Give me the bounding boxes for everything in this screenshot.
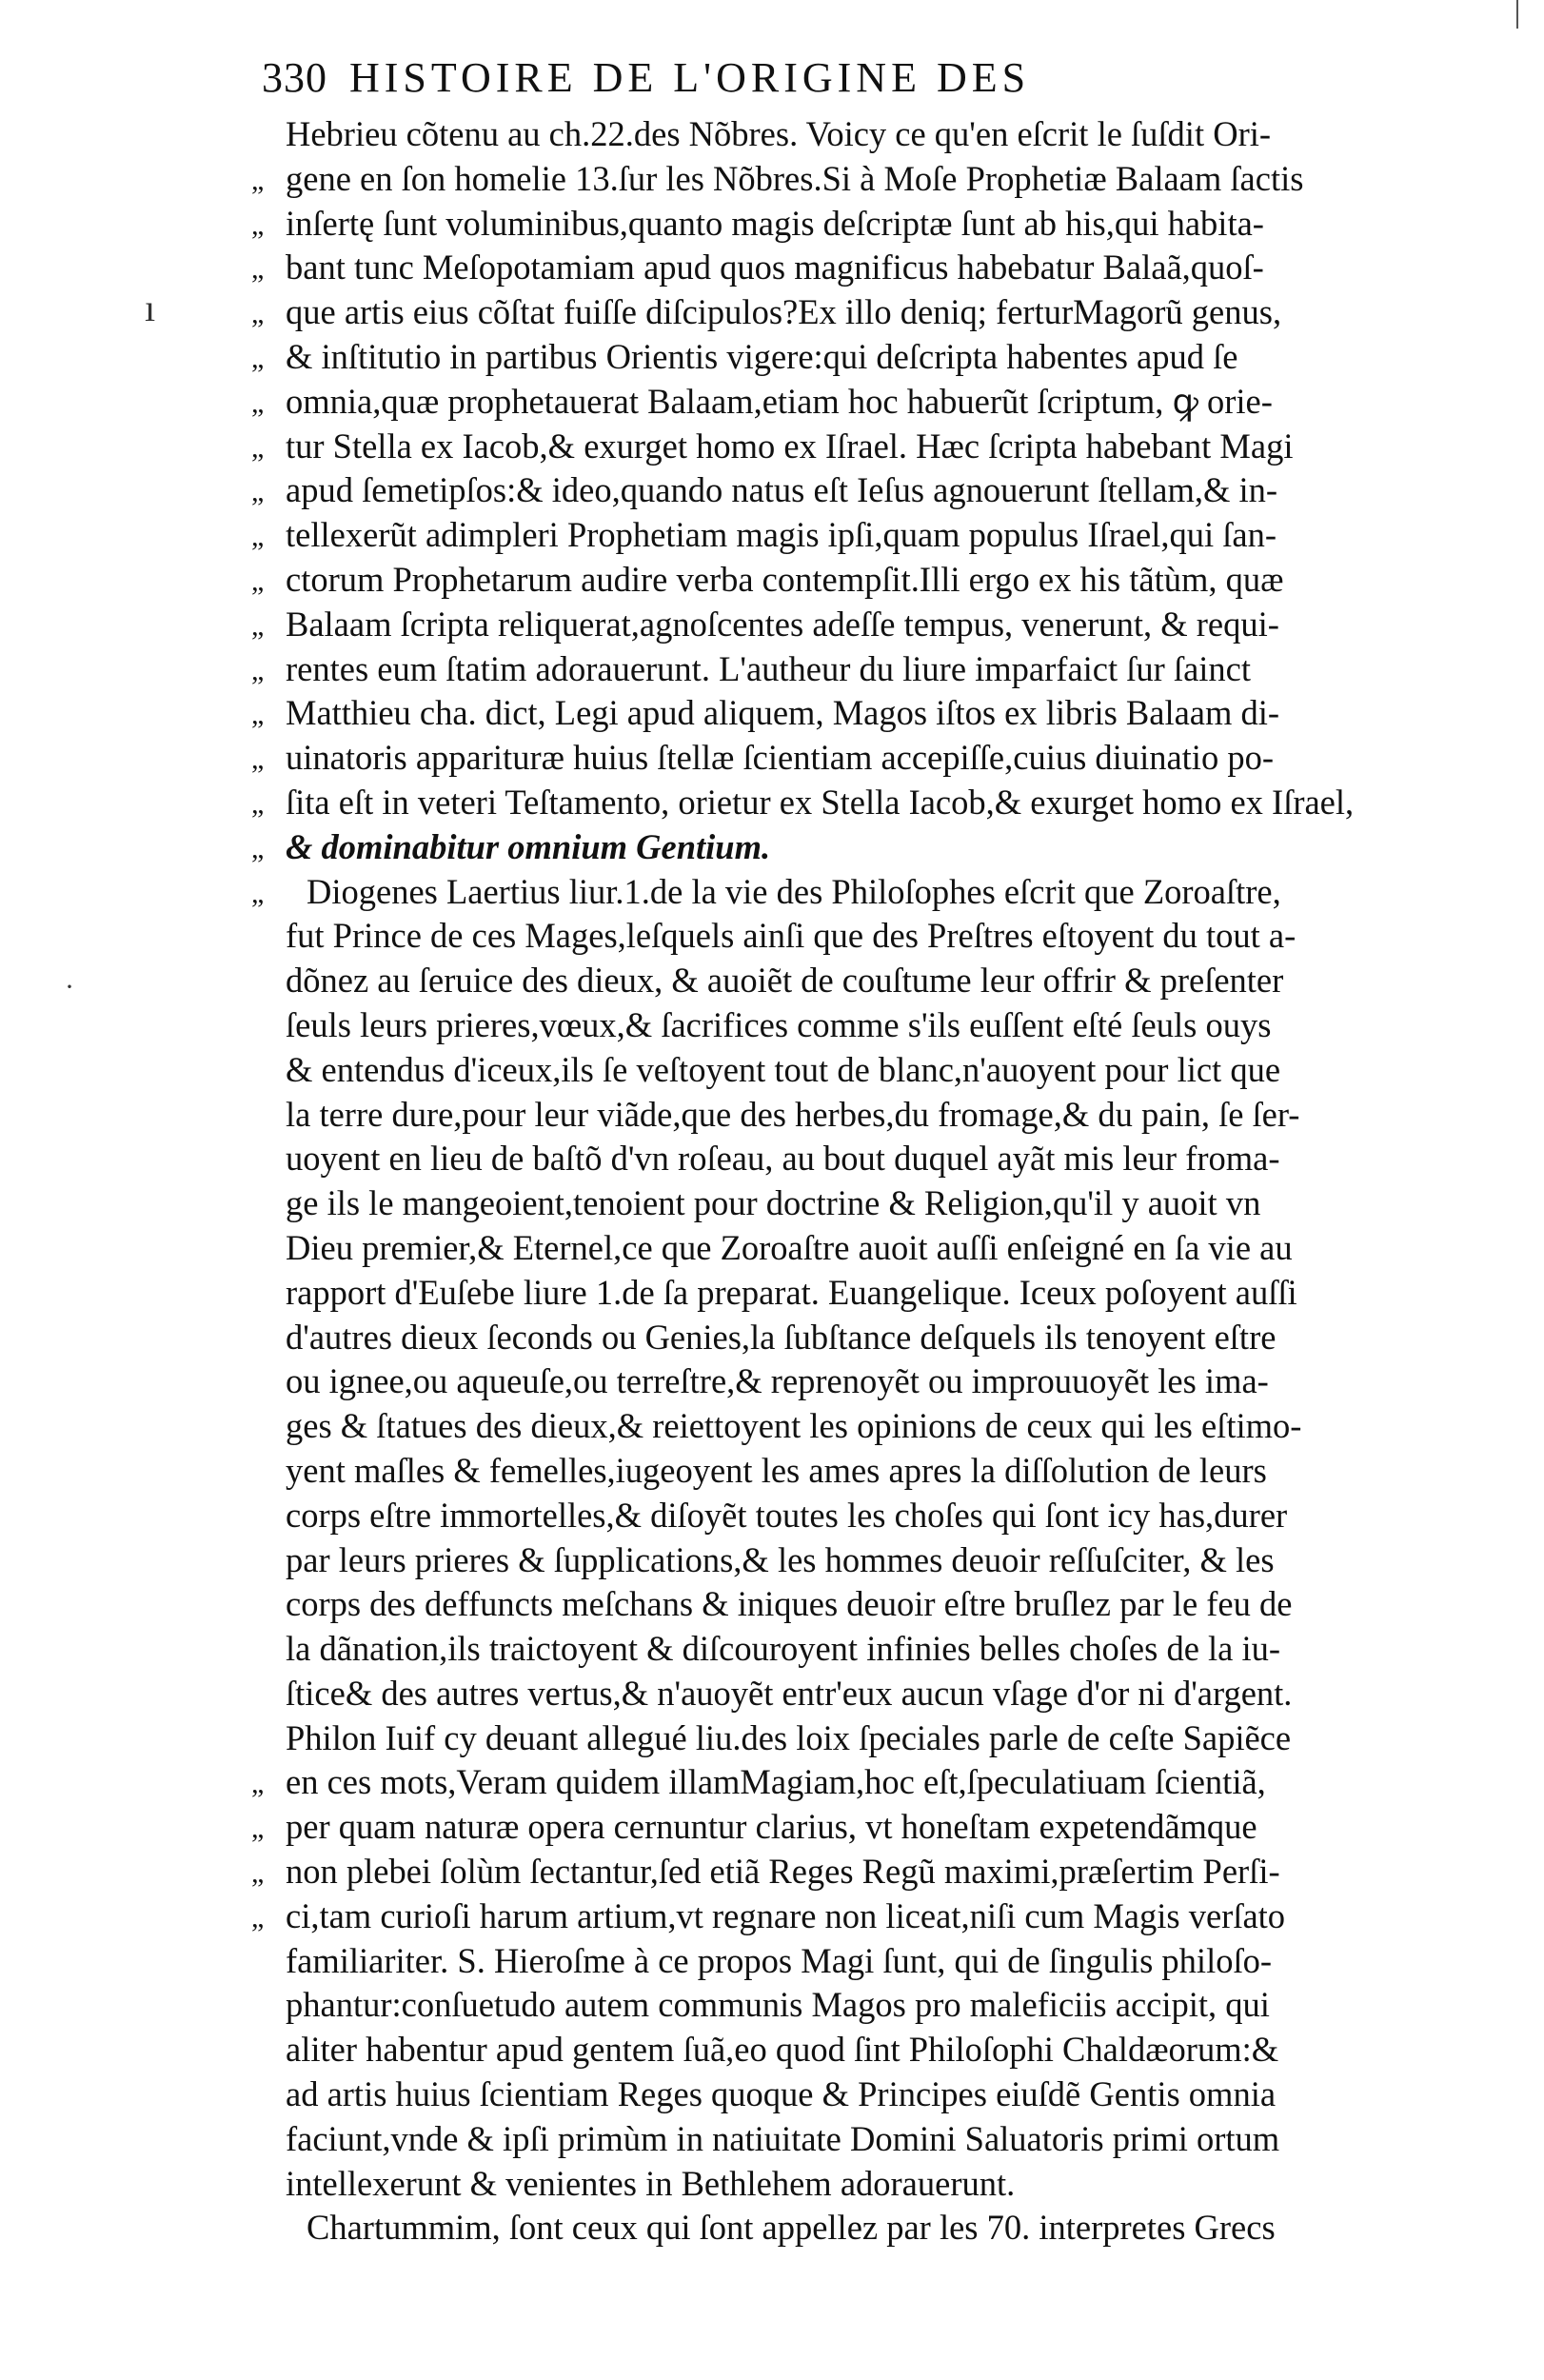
line-text: gene en ſon homelie 13.ſur les Nõbres.Si à Moſe Prophetiæ Balaam ſactis xyxy=(286,158,1304,198)
line-text: tellexerũt adimpleri Prophetiam magis ipſi,quam populus Iſrael,qui ſan- xyxy=(286,515,1277,555)
line-text: phantur:conſuetudo autem communis Magos pro maleficiis accipit, qui xyxy=(286,1985,1270,2025)
text-line xyxy=(0,1805,1544,1850)
line-text: rentes eum ſtatim adorauerunt. L'autheur du liure imparfaict ſur ſainct xyxy=(286,648,1251,688)
text-line xyxy=(0,1983,1544,2028)
line-text: Balaam ſcripta reliquerat,agnoſcentes adeſſe tempus, venerunt, & requi- xyxy=(286,604,1279,644)
line-text: par leurs prieres & ſupplications,& les hommes deuoir reſſuſciter, & les xyxy=(286,1539,1275,1579)
text-line xyxy=(0,246,1544,290)
line-text: per quam naturæ opera cernuntur clarius, vt honeſtam expetendãmque xyxy=(286,1807,1257,1847)
text-line xyxy=(0,736,1544,781)
margin-dot-mark: · xyxy=(65,971,74,1002)
line-text: corps des deffuncts meſchans & iniques deuoir eſtre bruſlez par le feu de xyxy=(286,1584,1293,1624)
text-line xyxy=(0,1271,1544,1316)
text-line xyxy=(0,335,1544,380)
line-text: Philon Iuif cy deuant allegué liu.des loix ſpeciales parle de ceſte Sapiẽce xyxy=(286,1717,1292,1757)
quote-mark: „ xyxy=(251,565,265,597)
line-text: omnia,quæ prophetauerat Balaam,etiam hoc habuerũt ſcriptum, ꝙ orie- xyxy=(286,381,1273,421)
text-line xyxy=(0,1003,1544,1048)
quote-mark: „ xyxy=(251,208,265,241)
line-text: ci,tam curioſi harum artium,vt regnare non liceat,niſi cum Magis verſato xyxy=(286,1895,1286,1935)
text-line xyxy=(0,959,1544,1003)
line-text: Diogenes Laertius liur.1.de la vie des Philoſophes eſcrit que Zoroaſtre, xyxy=(307,871,1281,911)
line-text: ge ils le mangeoient,tenoient pour doctrine & Religion,qu'il y auoit vn xyxy=(286,1183,1261,1223)
line-text: & inſtitutio in partibus Orientis vigere:qui deſcripta habentes apud ſe xyxy=(286,336,1238,376)
text-line xyxy=(0,1494,1544,1538)
line-text: & entendus d'iceux,ils ſe veſtoyent tout de blanc,n'auoyent pour lict que xyxy=(286,1049,1281,1089)
page-number: 330 xyxy=(262,54,327,101)
line-text: ſtice& des autres vertus,& n'auoyẽt entr'eux aucun vſage d'or ni d'argent. xyxy=(286,1673,1293,1713)
quote-mark: „ xyxy=(251,654,265,686)
text-line xyxy=(0,1316,1544,1360)
quote-mark: „ xyxy=(251,298,265,330)
text-line xyxy=(0,202,1544,247)
line-text: aliter habentur apud gentem ſuã,eo quod ſint Philoſophi Chaldæorum:& xyxy=(286,2030,1279,2070)
quote-mark: „ xyxy=(251,877,265,909)
line-text: Dieu premier,& Eternel,ce que Zoroaſtre auoit auſſi enſeigné en ſa vie au xyxy=(286,1227,1293,1267)
text-line xyxy=(0,1850,1544,1894)
line-text: tur Stella ex Iacob,& exurget homo ex Iſrael. Hæc ſcripta habebant Magi xyxy=(286,426,1294,466)
text-line xyxy=(0,914,1544,959)
quote-mark: „ xyxy=(251,387,265,419)
line-text: ou ignee,ou aqueuſe,ou terreſtre,& reprenoyẽt ou improuuoyẽt les ima- xyxy=(286,1361,1269,1401)
line-text: uoyent en lieu de baſtõ d'vn roſeau, au bout duquel ayãt mis leur froma- xyxy=(286,1139,1280,1179)
text-line xyxy=(0,558,1544,603)
line-text: & dominabitur omnium Gentium. xyxy=(286,826,771,866)
line-text: intellexerunt & venientes in Bethlehem adorauerunt. xyxy=(286,2163,1016,2203)
text-line xyxy=(0,2028,1544,2073)
quote-mark: „ xyxy=(251,521,265,553)
text-line xyxy=(0,1093,1544,1138)
text-line xyxy=(0,1048,1544,1093)
text-line xyxy=(0,1716,1544,1761)
quote-mark: „ xyxy=(251,1857,265,1890)
quote-mark: „ xyxy=(251,431,265,464)
text-line xyxy=(0,691,1544,736)
text-line xyxy=(0,2117,1544,2162)
quote-mark: „ xyxy=(251,1813,265,1845)
quote-mark: „ xyxy=(251,609,265,642)
line-text: yent maſles & femelles,iugeoyent les ames apres la diſſolution de leurs xyxy=(286,1450,1267,1490)
text-line xyxy=(0,1672,1544,1716)
text-line xyxy=(0,1137,1544,1181)
line-text: uinatoris apparituræ huius ſtellæ ſcientiam accepiſſe,cuius diuinatio po- xyxy=(286,738,1274,778)
text-line xyxy=(0,2073,1544,2117)
quote-mark: „ xyxy=(251,832,265,864)
line-text: en ces mots,Veram quidem illamMagiam,hoc eſt,ſpeculatiuam ſcientiã, xyxy=(286,1762,1266,1802)
text-line xyxy=(0,112,1544,157)
quote-mark: „ xyxy=(251,342,265,374)
line-text: apud ſemetipſos:& ideo,quando natus eſt Ieſus agnouerunt ſtellam,& in- xyxy=(286,470,1278,510)
line-text: Hebrieu cõtenu au ch.22.des Nõbres. Voicy ce qu'en eſcrit le ſuſdit Ori- xyxy=(286,114,1272,153)
line-text: la dãnation,ils traictoyent & diſcouroyent infinies belles choſes de la iu- xyxy=(286,1629,1281,1669)
quote-mark: „ xyxy=(251,787,265,820)
quote-mark: „ xyxy=(251,1901,265,1934)
text-line xyxy=(0,1449,1544,1494)
text-line xyxy=(0,2162,1544,2207)
text-line xyxy=(0,781,1544,825)
line-text: ctorum Prophetarum audire verba contempſit.Illi ergo ex his tãtùm, quæ xyxy=(286,559,1284,599)
margin-rule xyxy=(1516,0,1518,29)
text-line xyxy=(0,1582,1544,1627)
line-text: familiariter. S. Hieroſme à ce propos Magi ſunt, qui de ſingulis philoſo- xyxy=(286,1940,1273,1980)
text-line xyxy=(0,468,1544,513)
text-line xyxy=(0,647,1544,692)
line-text: bant tunc Meſopotamiam apud quos magnificus habebatur Balaã,quoſ- xyxy=(286,248,1264,288)
text-line xyxy=(0,1760,1544,1805)
running-title: HISTOIRE DE L'ORIGINE DES xyxy=(349,54,1031,101)
text-line xyxy=(0,513,1544,558)
line-text: non plebei ſolùm ſectantur,ſed etiã Reges Regũ maximi,præſertim Perſi- xyxy=(286,1852,1280,1892)
line-text: que artis eius cõſtat fuiſſe diſcipulos?Ex illo deniq; ferturMagorũ genus, xyxy=(286,292,1282,332)
text-line xyxy=(0,290,1544,335)
text-line xyxy=(0,1939,1544,1984)
quote-mark: „ xyxy=(251,744,265,776)
text-line xyxy=(0,1181,1544,1226)
quote-mark: „ xyxy=(251,476,265,508)
text-line xyxy=(0,1627,1544,1672)
quote-mark: „ xyxy=(251,1768,265,1800)
line-text: ſita eſt in veteri Teſtamento, orietur ex Stella Iacob,& exurget homo ex Iſrael, xyxy=(286,782,1355,822)
line-text: Chartummim, ſont ceux qui ſont appellez par les 70. interpretes Grecs xyxy=(307,2208,1276,2248)
text-line xyxy=(0,380,1544,425)
line-text: Matthieu cha. dict, Legi apud aliquem, Magos iſtos ex libris Balaam di- xyxy=(286,693,1280,733)
line-text: ad artis huius ſcientiam Reges quoque & Principes eiuſdẽ Gentis omnia xyxy=(286,2074,1277,2114)
line-text: d'autres dieux ſeconds ou Genies,la ſubſtance deſquels ils tenoyent eſtre xyxy=(286,1317,1277,1357)
quote-mark: „ xyxy=(251,164,265,196)
text-line xyxy=(0,1538,1544,1583)
text-line xyxy=(0,425,1544,469)
text-line xyxy=(0,1359,1544,1404)
line-text: inſertę ſunt voluminibus,quanto magis deſcriptæ ſunt ab his,qui habita- xyxy=(286,203,1264,243)
page-header xyxy=(262,50,1518,107)
line-text: faciunt,vnde & ipſi primùm in natiuitate Domini Saluatoris primi ortum xyxy=(286,2118,1280,2158)
text-line xyxy=(0,1226,1544,1271)
line-text: dõnez au ſeruice des dieux, & auoiẽt de couſtume leur offrir & preſenter xyxy=(286,961,1284,1001)
body-text xyxy=(0,112,1544,2251)
text-line xyxy=(0,157,1544,202)
text-line xyxy=(0,603,1544,647)
quote-mark: „ xyxy=(251,253,265,286)
line-text: rapport d'Euſebe liure 1.de ſa preparat. Euangelique. Iceux poſoyent auſſi xyxy=(286,1272,1297,1312)
text-line xyxy=(0,825,1544,870)
text-line xyxy=(0,1404,1544,1449)
line-text: la terre dure,pour leur viãde,que des herbes,du fromage,& du pain, ſe ſer- xyxy=(286,1094,1300,1134)
text-line xyxy=(0,870,1544,915)
margin-stroke-mark: ı xyxy=(145,287,156,329)
text-line xyxy=(0,2206,1544,2251)
line-text: ges & ſtatues des dieux,& reiettoyent les opinions de ceux qui les eſtimo- xyxy=(286,1406,1302,1446)
line-text: ſeuls leurs prieres,vœux,& ſacrifices comme s'ils euſſent eſté ſeuls ouys xyxy=(286,1004,1272,1044)
text-line xyxy=(0,1894,1544,1939)
line-text: corps eſtre immortelles,& diſoyẽt toutes les choſes qui ſont icy has,durer xyxy=(286,1495,1288,1535)
quote-mark: „ xyxy=(251,699,265,731)
line-text: fut Prince de ces Mages,leſquels ainſi que des Preſtres eſtoyent du tout a- xyxy=(286,916,1297,956)
